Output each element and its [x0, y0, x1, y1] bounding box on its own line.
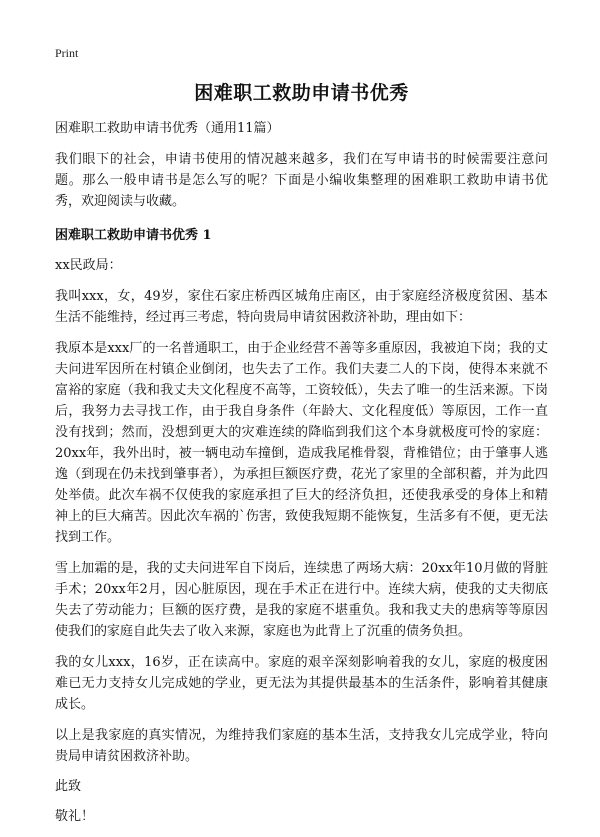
document-subtitle: 困难职工救助申请书优秀（通用11篇） [55, 121, 280, 136]
section-heading: 困难职工救助申请书优秀 1 [55, 228, 212, 243]
closing-salute: 敬礼！ [55, 809, 95, 824]
body-paragraph: 我的女儿xxx，16岁，正在读高中。家庭的艰辛深刻影响着我的女儿，家庭的极度困难已无力支持女儿完成她的学业，更无法为其提供最基本的生活条件，影响着其健康成长。 [55, 655, 548, 712]
closing-line: 此致 [55, 779, 82, 794]
salutation: xx民政局： [55, 258, 122, 273]
body-paragraph: 我叫xxx，女，49岁，家住石家庄桥西区城角庄南区，由于家庭经济极度贫困、基本生活不能维持，经过再三考虑，特向贵局申请贫困救济补助，理由如下： [55, 289, 548, 325]
body-paragraph: 我原本是xxx厂的一名普通职工，由于企业经营不善等多重原因，我被迫下岗；我的丈夫问进军因所在村镇企业倒闭，也失去了工作。我们夫妻二人的下岗，使得本来就不富裕的家庭（我和我丈夫文化程度不高等，工资较低），失去了唯一的生活来源。下岗后，我努力去寻找工作，由于我自身条件（年龄大、文化程度低）等原因，工作一直没有找到；然而，没想到更大的灾难连续的降临到我们这个本身就极度可怜的家庭：20xx年，我外出时，被一辆电动车撞倒，造成我尾椎骨裂，背椎错位；由于肇事人逃逸（到现在仍未找到肇事者），为承担巨额医疗费，花光了家里的全部积蓄，并为此四处举债。此次车祸不仅使我的家庭承担了巨大的经济负担，还使我承受的身体上和精神上的巨大痛苦。因此次车祸的`伤害，致使我短期不能恢复，生活多有不便，更无法找到工作。 [55, 341, 548, 545]
body-paragraph: 雪上加霜的是，我的丈夫问进军自下岗后，连续患了两场大病：20xx年10月做的肾脏手术；20xx年2月，因心脏原因，现在手术正在进行中。连续大病，使我的丈夫彻底失去了劳动能力；巨额的医疗费，是我的家庭不堪重负。我和我丈夫的患病等等原因使我们的家庭自此失去了收入来源，家庭也为此背上了沉重的债务负担。 [55, 561, 548, 639]
intro-paragraph: 我们眼下的社会，申请书使用的情况越来越多，我们在写申请书的时候需要注意问题。那么一般申请书是怎么写的呢？下面是小编收集整理的困难职工救助申请书优秀，欢迎阅读与收藏。 [55, 152, 548, 209]
document-title: 困难职工救助申请书优秀 [194, 82, 409, 104]
print-link[interactable]: Print [55, 46, 79, 60]
body-paragraph: 以上是我家庭的真实情况，为维持我们家庭的基本生活，支持我女儿完成学业，特向贵局申请贫困救济补助。 [55, 728, 548, 764]
document-body [55, 78, 548, 837]
